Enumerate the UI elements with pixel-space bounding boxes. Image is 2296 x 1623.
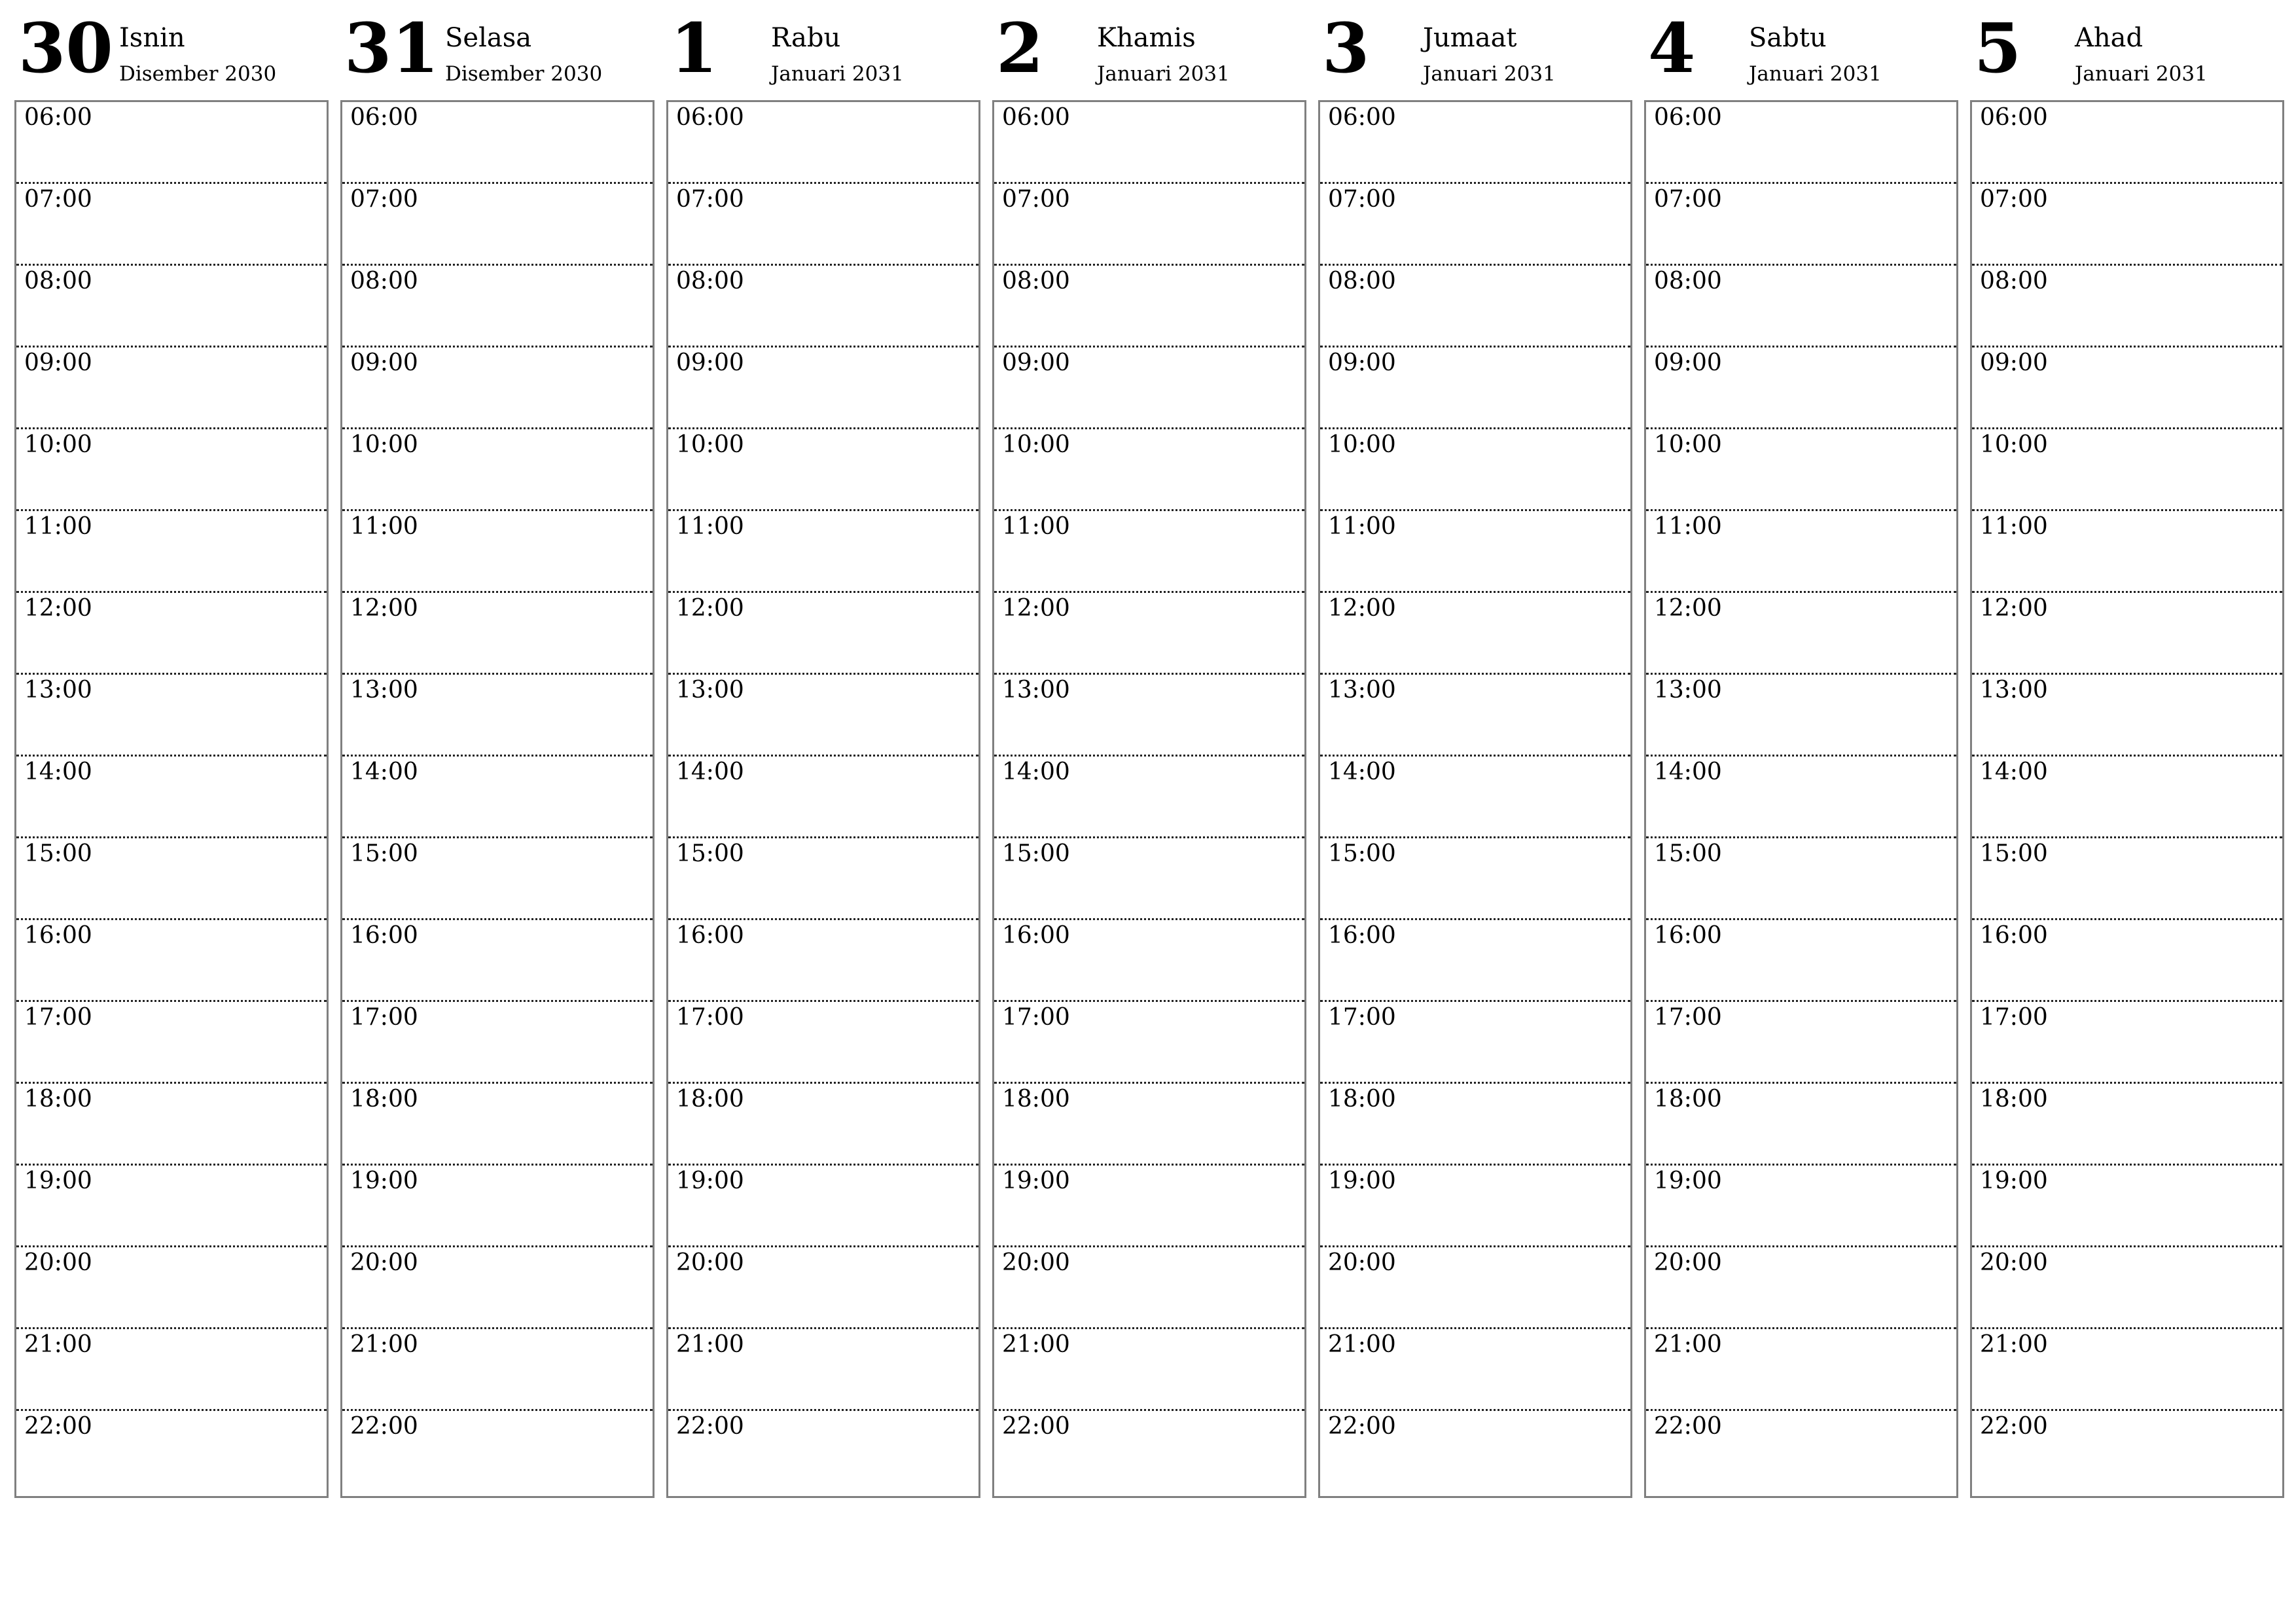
time-label: 06:00 bbox=[1654, 104, 1722, 131]
time-label: 22:00 bbox=[676, 1413, 744, 1440]
day-month: Disember 2030 bbox=[445, 62, 603, 86]
time-label: 11:00 bbox=[1002, 513, 1070, 540]
time-slot[interactable] bbox=[16, 1247, 327, 1329]
time-label: 06:00 bbox=[676, 104, 744, 131]
day-month: Januari 2031 bbox=[1097, 62, 1230, 86]
day-name: Sabtu bbox=[1749, 23, 1827, 53]
time-slot[interactable] bbox=[1320, 348, 1630, 429]
time-label: 18:00 bbox=[1654, 1086, 1722, 1113]
time-label: 13:00 bbox=[1328, 677, 1396, 704]
time-slot[interactable] bbox=[994, 1247, 1304, 1329]
day-name: Jumaat bbox=[1423, 23, 1517, 53]
time-slot[interactable] bbox=[668, 429, 978, 511]
time-slot[interactable] bbox=[668, 838, 978, 920]
time-label: 14:00 bbox=[1654, 758, 1722, 785]
time-slot[interactable] bbox=[1972, 429, 2282, 511]
time-slot[interactable] bbox=[1972, 348, 2282, 429]
day-schedule-box bbox=[992, 100, 1306, 1498]
time-slot[interactable] bbox=[1646, 675, 1956, 757]
time-label: 20:00 bbox=[24, 1249, 92, 1276]
time-slot[interactable] bbox=[1320, 838, 1630, 920]
time-slot[interactable] bbox=[16, 1166, 327, 1247]
time-slot[interactable] bbox=[16, 593, 327, 675]
time-label: 19:00 bbox=[1654, 1168, 1722, 1194]
time-label: 15:00 bbox=[1002, 840, 1070, 867]
time-slot[interactable] bbox=[1646, 184, 1956, 266]
time-label: 11:00 bbox=[1654, 513, 1722, 540]
day-month: Januari 2031 bbox=[771, 62, 904, 86]
time-slot[interactable] bbox=[1972, 184, 2282, 266]
time-slot[interactable] bbox=[1646, 1002, 1956, 1084]
time-label: 12:00 bbox=[1002, 595, 1070, 622]
time-slot[interactable] bbox=[994, 675, 1304, 757]
time-label: 21:00 bbox=[676, 1331, 744, 1358]
time-slot[interactable] bbox=[1646, 757, 1956, 838]
time-slot[interactable] bbox=[1320, 1411, 1630, 1493]
time-label: 06:00 bbox=[1002, 104, 1070, 131]
time-label: 13:00 bbox=[350, 677, 418, 704]
time-slot[interactable] bbox=[16, 757, 327, 838]
time-slot[interactable] bbox=[1320, 266, 1630, 348]
time-label: 15:00 bbox=[1328, 840, 1396, 867]
time-label: 21:00 bbox=[1328, 1331, 1396, 1358]
time-slot[interactable] bbox=[1972, 1084, 2282, 1166]
day-schedule-box bbox=[1318, 100, 1632, 1498]
time-slot[interactable] bbox=[342, 1166, 653, 1247]
time-label: 06:00 bbox=[1328, 104, 1396, 131]
time-slot[interactable] bbox=[1646, 102, 1956, 184]
time-slot[interactable] bbox=[668, 1247, 978, 1329]
time-slot[interactable] bbox=[1972, 757, 2282, 838]
time-slot[interactable] bbox=[1972, 593, 2282, 675]
time-label: 12:00 bbox=[1654, 595, 1722, 622]
time-label: 19:00 bbox=[1002, 1168, 1070, 1194]
time-slot[interactable] bbox=[16, 429, 327, 511]
time-label: 12:00 bbox=[1980, 595, 2048, 622]
time-label: 13:00 bbox=[1654, 677, 1722, 704]
time-slot[interactable] bbox=[16, 675, 327, 757]
time-slot[interactable] bbox=[1320, 184, 1630, 266]
time-label: 17:00 bbox=[1002, 1004, 1070, 1031]
time-slot[interactable] bbox=[668, 1329, 978, 1411]
time-label: 17:00 bbox=[1654, 1004, 1722, 1031]
time-label: 18:00 bbox=[350, 1086, 418, 1113]
time-label: 20:00 bbox=[350, 1249, 418, 1276]
time-slot[interactable] bbox=[668, 593, 978, 675]
time-slot[interactable] bbox=[342, 1247, 653, 1329]
time-label: 08:00 bbox=[676, 268, 744, 294]
time-label: 18:00 bbox=[1328, 1086, 1396, 1113]
time-slot[interactable] bbox=[16, 184, 327, 266]
day-column bbox=[666, 0, 979, 1499]
time-slot[interactable] bbox=[1972, 511, 2282, 593]
day-column bbox=[1318, 0, 1631, 1499]
time-label: 07:00 bbox=[1002, 186, 1070, 213]
time-label: 10:00 bbox=[676, 431, 744, 458]
time-slot[interactable] bbox=[342, 266, 653, 348]
time-slot[interactable] bbox=[668, 1084, 978, 1166]
weekly-planner bbox=[14, 0, 2283, 1505]
time-label: 06:00 bbox=[24, 104, 92, 131]
time-label: 14:00 bbox=[1002, 758, 1070, 785]
time-label: 16:00 bbox=[1328, 922, 1396, 949]
time-label: 09:00 bbox=[1654, 349, 1722, 376]
time-label: 07:00 bbox=[24, 186, 92, 213]
time-slot[interactable] bbox=[994, 757, 1304, 838]
time-slot[interactable] bbox=[342, 593, 653, 675]
time-slot[interactable] bbox=[1646, 920, 1956, 1002]
time-label: 16:00 bbox=[1980, 922, 2048, 949]
time-label: 13:00 bbox=[24, 677, 92, 704]
time-label: 17:00 bbox=[350, 1004, 418, 1031]
day-number: 3 bbox=[1322, 8, 1370, 88]
day-header bbox=[340, 0, 653, 98]
time-slot[interactable] bbox=[1646, 1084, 1956, 1166]
time-slot[interactable] bbox=[342, 1002, 653, 1084]
time-label: 18:00 bbox=[1980, 1086, 2048, 1113]
time-label: 11:00 bbox=[1980, 513, 2048, 540]
time-slot[interactable] bbox=[342, 1329, 653, 1411]
time-label: 06:00 bbox=[1980, 104, 2048, 131]
time-slot[interactable] bbox=[668, 102, 978, 184]
time-label: 08:00 bbox=[24, 268, 92, 294]
time-label: 13:00 bbox=[1002, 677, 1070, 704]
time-label: 07:00 bbox=[1328, 186, 1396, 213]
time-slot[interactable] bbox=[342, 102, 653, 184]
time-label: 11:00 bbox=[1328, 513, 1396, 540]
time-slot[interactable] bbox=[342, 1084, 653, 1166]
time-label: 14:00 bbox=[24, 758, 92, 785]
time-label: 16:00 bbox=[1654, 922, 1722, 949]
day-column bbox=[1644, 0, 1957, 1499]
time-slot[interactable] bbox=[16, 838, 327, 920]
time-slot[interactable] bbox=[668, 348, 978, 429]
time-label: 19:00 bbox=[1980, 1168, 2048, 1194]
time-slot[interactable] bbox=[668, 511, 978, 593]
time-label: 15:00 bbox=[350, 840, 418, 867]
day-name: Selasa bbox=[445, 23, 532, 53]
time-slot[interactable] bbox=[16, 511, 327, 593]
time-slot[interactable] bbox=[1646, 1411, 1956, 1493]
day-name: Khamis bbox=[1097, 23, 1196, 53]
time-label: 07:00 bbox=[1654, 186, 1722, 213]
time-slot[interactable] bbox=[668, 1002, 978, 1084]
time-slot[interactable] bbox=[1320, 757, 1630, 838]
time-label: 15:00 bbox=[1654, 840, 1722, 867]
time-label: 18:00 bbox=[676, 1086, 744, 1113]
time-slot[interactable] bbox=[1646, 348, 1956, 429]
time-slot[interactable] bbox=[1320, 593, 1630, 675]
time-label: 06:00 bbox=[350, 104, 418, 131]
day-column bbox=[992, 0, 1305, 1499]
time-slot[interactable] bbox=[16, 348, 327, 429]
day-header bbox=[992, 0, 1305, 98]
day-number: 30 bbox=[18, 8, 113, 88]
day-number: 5 bbox=[1974, 8, 2022, 88]
time-slot[interactable] bbox=[16, 1084, 327, 1166]
time-slot[interactable] bbox=[1646, 511, 1956, 593]
day-header bbox=[14, 0, 327, 98]
time-label: 20:00 bbox=[1002, 1249, 1070, 1276]
time-slot[interactable] bbox=[1972, 266, 2282, 348]
time-slot[interactable] bbox=[16, 920, 327, 1002]
day-number: 4 bbox=[1648, 8, 1696, 88]
time-slot[interactable] bbox=[994, 184, 1304, 266]
time-slot[interactable] bbox=[1320, 511, 1630, 593]
time-slot[interactable] bbox=[994, 348, 1304, 429]
day-schedule-box bbox=[340, 100, 655, 1498]
time-slot[interactable] bbox=[994, 1084, 1304, 1166]
time-slot[interactable] bbox=[1646, 593, 1956, 675]
time-label: 17:00 bbox=[676, 1004, 744, 1031]
time-slot[interactable] bbox=[16, 1002, 327, 1084]
time-slot[interactable] bbox=[994, 511, 1304, 593]
time-slot[interactable] bbox=[1646, 429, 1956, 511]
time-slot[interactable] bbox=[668, 1166, 978, 1247]
time-label: 12:00 bbox=[1328, 595, 1396, 622]
time-label: 21:00 bbox=[1980, 1331, 2048, 1358]
time-slot[interactable] bbox=[1972, 102, 2282, 184]
time-slot[interactable] bbox=[1320, 1084, 1630, 1166]
time-label: 14:00 bbox=[1328, 758, 1396, 785]
time-slot[interactable] bbox=[668, 675, 978, 757]
time-label: 10:00 bbox=[1002, 431, 1070, 458]
time-slot[interactable] bbox=[1320, 1247, 1630, 1329]
time-label: 15:00 bbox=[1980, 840, 2048, 867]
day-header bbox=[1318, 0, 1631, 98]
time-slot[interactable] bbox=[1972, 1329, 2282, 1411]
time-slot[interactable] bbox=[1972, 675, 2282, 757]
day-number: 2 bbox=[996, 8, 1044, 88]
time-label: 09:00 bbox=[1002, 349, 1070, 376]
time-label: 14:00 bbox=[350, 758, 418, 785]
day-schedule-box bbox=[14, 100, 329, 1498]
time-label: 11:00 bbox=[24, 513, 92, 540]
time-label: 10:00 bbox=[350, 431, 418, 458]
day-schedule-box bbox=[666, 100, 980, 1498]
time-label: 19:00 bbox=[350, 1168, 418, 1194]
day-number: 31 bbox=[344, 8, 439, 88]
time-label: 15:00 bbox=[676, 840, 744, 867]
time-slot[interactable] bbox=[1646, 838, 1956, 920]
time-label: 07:00 bbox=[676, 186, 744, 213]
time-slot[interactable] bbox=[994, 593, 1304, 675]
time-label: 16:00 bbox=[1002, 922, 1070, 949]
time-slot[interactable] bbox=[16, 1329, 327, 1411]
time-label: 16:00 bbox=[350, 922, 418, 949]
time-slot[interactable] bbox=[342, 1411, 653, 1493]
time-label: 07:00 bbox=[350, 186, 418, 213]
time-label: 21:00 bbox=[350, 1331, 418, 1358]
day-column bbox=[340, 0, 653, 1499]
time-label: 19:00 bbox=[1328, 1168, 1396, 1194]
time-label: 22:00 bbox=[1654, 1413, 1722, 1440]
time-slot[interactable] bbox=[1646, 1166, 1956, 1247]
time-label: 11:00 bbox=[676, 513, 744, 540]
time-slot[interactable] bbox=[1320, 675, 1630, 757]
time-label: 10:00 bbox=[24, 431, 92, 458]
time-slot[interactable] bbox=[994, 102, 1304, 184]
time-label: 10:00 bbox=[1980, 431, 2048, 458]
time-label: 13:00 bbox=[1980, 677, 2048, 704]
time-label: 15:00 bbox=[24, 840, 92, 867]
time-label: 16:00 bbox=[24, 922, 92, 949]
time-label: 14:00 bbox=[1980, 758, 2048, 785]
time-slot[interactable] bbox=[342, 675, 653, 757]
time-slot[interactable] bbox=[342, 348, 653, 429]
day-month: Januari 2031 bbox=[1749, 62, 1882, 86]
time-label: 17:00 bbox=[1328, 1004, 1396, 1031]
time-label: 20:00 bbox=[1654, 1249, 1722, 1276]
time-label: 12:00 bbox=[350, 595, 418, 622]
time-slot[interactable] bbox=[342, 511, 653, 593]
time-label: 10:00 bbox=[1328, 431, 1396, 458]
time-label: 09:00 bbox=[1328, 349, 1396, 376]
time-slot[interactable] bbox=[1320, 429, 1630, 511]
time-label: 19:00 bbox=[676, 1168, 744, 1194]
time-label: 17:00 bbox=[1980, 1004, 2048, 1031]
time-slot[interactable] bbox=[1320, 102, 1630, 184]
time-label: 09:00 bbox=[24, 349, 92, 376]
time-label: 11:00 bbox=[350, 513, 418, 540]
time-label: 09:00 bbox=[1980, 349, 2048, 376]
time-slot[interactable] bbox=[1320, 920, 1630, 1002]
time-label: 08:00 bbox=[1002, 268, 1070, 294]
time-label: 12:00 bbox=[676, 595, 744, 622]
day-name: Rabu bbox=[771, 23, 841, 53]
time-slot[interactable] bbox=[16, 1411, 327, 1493]
day-header bbox=[1644, 0, 1957, 98]
time-slot[interactable] bbox=[668, 266, 978, 348]
time-slot[interactable] bbox=[668, 184, 978, 266]
time-slot[interactable] bbox=[342, 838, 653, 920]
time-label: 16:00 bbox=[676, 922, 744, 949]
time-slot[interactable] bbox=[994, 1411, 1304, 1493]
time-label: 22:00 bbox=[1328, 1413, 1396, 1440]
day-name: Ahad bbox=[2075, 23, 2144, 53]
time-label: 21:00 bbox=[1654, 1331, 1722, 1358]
time-label: 18:00 bbox=[1002, 1086, 1070, 1113]
time-label: 08:00 bbox=[1328, 268, 1396, 294]
time-slot[interactable] bbox=[668, 757, 978, 838]
time-label: 08:00 bbox=[1654, 268, 1722, 294]
day-schedule-box bbox=[1970, 100, 2284, 1498]
time-slot[interactable] bbox=[668, 920, 978, 1002]
time-slot[interactable] bbox=[1972, 1166, 2282, 1247]
time-slot[interactable] bbox=[1972, 1411, 2282, 1493]
time-slot[interactable] bbox=[342, 184, 653, 266]
time-slot[interactable] bbox=[16, 102, 327, 184]
time-slot[interactable] bbox=[342, 920, 653, 1002]
time-label: 20:00 bbox=[676, 1249, 744, 1276]
time-label: 09:00 bbox=[350, 349, 418, 376]
time-label: 21:00 bbox=[24, 1331, 92, 1358]
time-label: 12:00 bbox=[24, 595, 92, 622]
time-slot[interactable] bbox=[1646, 1247, 1956, 1329]
time-slot[interactable] bbox=[994, 920, 1304, 1002]
day-name: Isnin bbox=[119, 23, 185, 53]
day-column bbox=[14, 0, 327, 1499]
day-schedule-box bbox=[1644, 100, 1958, 1498]
time-label: 20:00 bbox=[1980, 1249, 2048, 1276]
time-label: 22:00 bbox=[24, 1413, 92, 1440]
time-slot[interactable] bbox=[1972, 920, 2282, 1002]
time-slot[interactable] bbox=[1972, 1247, 2282, 1329]
time-label: 08:00 bbox=[350, 268, 418, 294]
time-slot[interactable] bbox=[668, 1411, 978, 1493]
time-label: 13:00 bbox=[676, 677, 744, 704]
time-label: 19:00 bbox=[24, 1168, 92, 1194]
day-month: Januari 2031 bbox=[2075, 62, 2208, 86]
time-slot[interactable] bbox=[994, 1166, 1304, 1247]
time-label: 09:00 bbox=[676, 349, 744, 376]
time-label: 14:00 bbox=[676, 758, 744, 785]
time-label: 22:00 bbox=[1980, 1413, 2048, 1440]
time-slot[interactable] bbox=[1320, 1329, 1630, 1411]
day-month: Disember 2030 bbox=[119, 62, 277, 86]
time-label: 10:00 bbox=[1654, 431, 1722, 458]
time-slot[interactable] bbox=[1646, 1329, 1956, 1411]
time-slot[interactable] bbox=[1320, 1002, 1630, 1084]
time-slot[interactable] bbox=[1972, 838, 2282, 920]
time-slot[interactable] bbox=[994, 429, 1304, 511]
time-slot[interactable] bbox=[1646, 266, 1956, 348]
time-label: 20:00 bbox=[1328, 1249, 1396, 1276]
day-number: 1 bbox=[670, 8, 718, 88]
day-header bbox=[1970, 0, 2283, 98]
time-slot[interactable] bbox=[994, 1002, 1304, 1084]
time-slot[interactable] bbox=[1320, 1166, 1630, 1247]
time-slot[interactable] bbox=[994, 1329, 1304, 1411]
time-label: 22:00 bbox=[1002, 1413, 1070, 1440]
time-slot[interactable] bbox=[994, 266, 1304, 348]
time-slot[interactable] bbox=[16, 266, 327, 348]
time-label: 17:00 bbox=[24, 1004, 92, 1031]
time-slot[interactable] bbox=[1972, 1002, 2282, 1084]
time-label: 21:00 bbox=[1002, 1331, 1070, 1358]
time-label: 08:00 bbox=[1980, 268, 2048, 294]
time-slot[interactable] bbox=[342, 429, 653, 511]
time-slot[interactable] bbox=[342, 757, 653, 838]
day-month: Januari 2031 bbox=[1423, 62, 1556, 86]
time-label: 07:00 bbox=[1980, 186, 2048, 213]
time-label: 22:00 bbox=[350, 1413, 418, 1440]
time-slot[interactable] bbox=[994, 838, 1304, 920]
day-column bbox=[1970, 0, 2283, 1499]
day-header bbox=[666, 0, 979, 98]
time-label: 18:00 bbox=[24, 1086, 92, 1113]
